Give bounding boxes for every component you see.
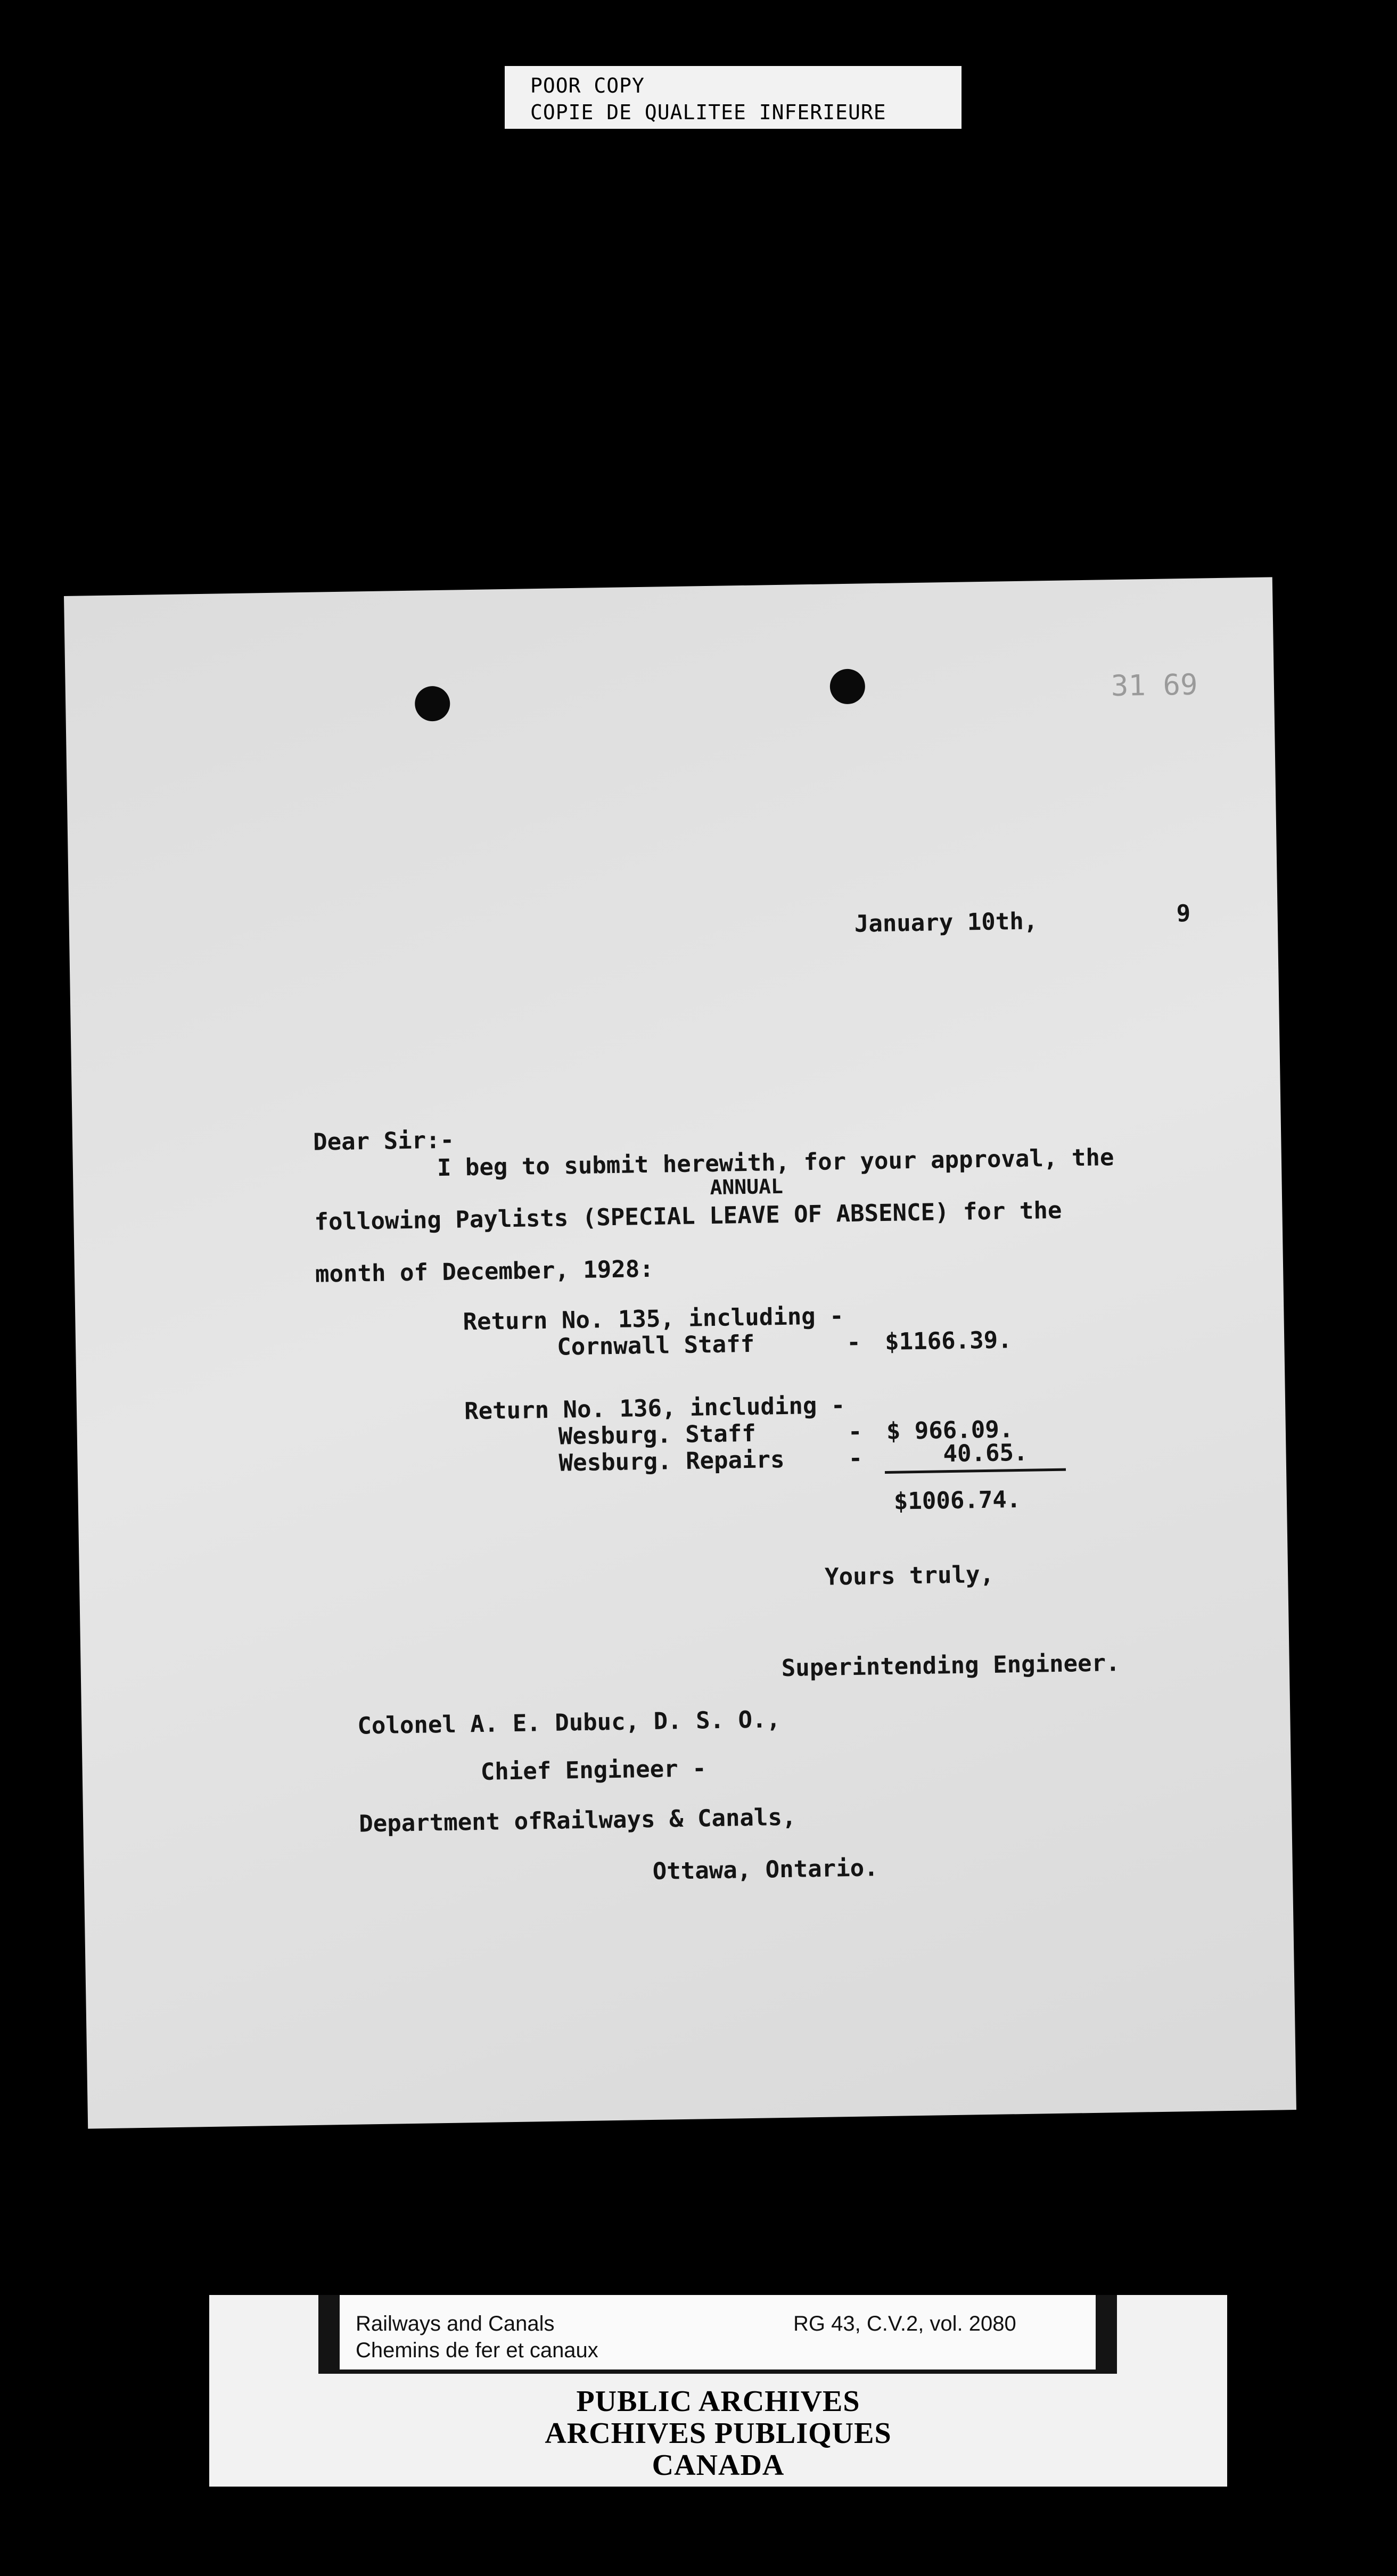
return-136-dash: - xyxy=(848,1418,862,1446)
addressee-title: Chief Engineer - xyxy=(480,1755,706,1786)
stamp-line-1: POOR COPY xyxy=(530,74,645,97)
sum-underline xyxy=(885,1468,1066,1474)
archive-name-french: ARCHIVES PUBLIQUES xyxy=(545,2417,892,2450)
return-136-line: Return No. 136, including - xyxy=(464,1392,845,1425)
body-line-2: following Paylists (SPECIAL LEAVE OF ABSENCE) for the xyxy=(314,1196,1062,1236)
stamp-line-2: COPIE DE QUALITEE INFERIEURE xyxy=(530,101,886,124)
repairs-dash: - xyxy=(848,1444,863,1473)
body-line-1: I beg to submit herewith, for your approval, the xyxy=(437,1144,1114,1182)
archive-name-block xyxy=(209,2385,1227,2481)
punch-hole-left xyxy=(415,686,450,722)
return-135-amount: $1166.39. xyxy=(884,1326,1012,1356)
punch-hole-right xyxy=(829,668,865,704)
addressee-name: Colonel A. E. Dubuc, D. S. O., xyxy=(357,1706,781,1740)
letter-page xyxy=(64,577,1296,2128)
repairs-line: Wesburg. Repairs xyxy=(558,1446,785,1477)
salutation: Dear Sir:- xyxy=(313,1126,455,1156)
return-135-line: Return No. 135, including - xyxy=(463,1302,844,1336)
archive-label xyxy=(209,2295,1227,2487)
closing: Yours truly, xyxy=(824,1561,995,1591)
poor-copy-stamp xyxy=(505,66,962,129)
reference-box xyxy=(340,2295,1096,2369)
letter-date-year: 9 xyxy=(1176,899,1191,928)
repairs-amount: 40.65. xyxy=(943,1439,1028,1468)
signature-title: Superintending Engineer. xyxy=(781,1649,1120,1682)
addressee-city: Ottawa, Ontario. xyxy=(652,1854,878,1885)
archive-name-english: PUBLIC ARCHIVES xyxy=(576,2385,860,2418)
file-number: 31 69 xyxy=(1111,667,1198,703)
archive-country: CANADA xyxy=(652,2449,785,2482)
body-line-3: month of December, 1928: xyxy=(315,1255,654,1288)
return-135-dash: - xyxy=(846,1328,861,1357)
return-136-staff: Wesburg. Staff xyxy=(558,1419,757,1450)
return-136-amount: $ 966.09. xyxy=(886,1416,1014,1445)
fonds-french: Chemins de fer et canaux xyxy=(356,2339,598,2362)
addressee-department: Department ofRailways & Canals, xyxy=(358,1803,796,1838)
archive-reference: RG 43, C.V.2, vol. 2080 xyxy=(793,2312,1016,2335)
letter-date: January 10th, xyxy=(854,907,1038,938)
fonds-english: Railways and Canals xyxy=(356,2312,555,2335)
body-insert-annual: ANNUAL xyxy=(710,1174,784,1200)
return-135-staff: Cornwall Staff xyxy=(556,1330,755,1361)
sum-total: $1006.74. xyxy=(893,1485,1021,1515)
